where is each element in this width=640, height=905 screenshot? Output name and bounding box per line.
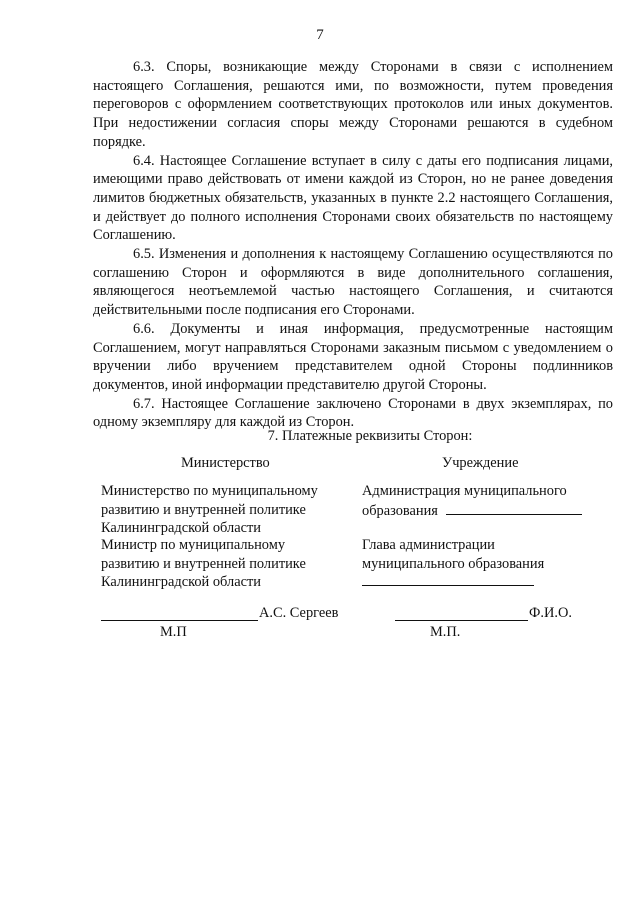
right-org-line-with-blank: [362, 501, 622, 521]
left-org-line: развитию и внутренней политике: [101, 501, 306, 518]
right-signature-line: [395, 620, 528, 621]
left-position-line: развитию и внутренней политике: [101, 555, 306, 572]
right-seal-mark: М.П.: [430, 624, 461, 640]
right-position-line: муниципального образования: [362, 555, 545, 572]
right-party-organization: [362, 482, 622, 520]
left-org-line: Калининградской области: [101, 520, 261, 537]
agreement-body: [93, 58, 613, 432]
org-name-blank: [446, 501, 582, 515]
section-title: 7. Платежные реквизиты Сторон:: [267, 428, 473, 444]
left-position-line: Министр по муниципальному: [101, 537, 286, 553]
left-seal-mark: М.П: [160, 624, 187, 640]
left-signature-line: [101, 620, 258, 621]
left-org-line: Министерство по муниципальному: [101, 483, 318, 499]
left-position-line: Калининградской области: [101, 574, 261, 591]
paragraph-6-7: 6.7. Настоящее Соглашение заключено Сторонами в двух экземплярах, по одному экземпляру для каждой из Сторон.: [93, 395, 613, 431]
left-signatory-name: А.С. Сергеев: [259, 605, 339, 621]
paragraph-6-5: 6.5. Изменения и дополнения к настоящему Соглашению осуществляются по соглашению Сторон и оформляются в виде дополнительного соглашения, являющегося неотъемлемой частью настоящего Соглашения, и считаются действительными после подписания его Сторонами.: [93, 246, 613, 319]
right-org-line: Администрация муниципального: [362, 483, 567, 499]
position-blank-line: [362, 585, 534, 586]
paragraph-6-3: 6.3. Споры, возникающие между Сторонами в связи с исполнением настоящего Соглашения, решаются ими, по возможности, путем проведения переговоров с оформлением соответствующих протоколов или иных документов. При недостижении согласия споры между Сторонами решаются в судебном порядке.: [93, 59, 613, 150]
left-party-heading: Министерство: [181, 455, 270, 471]
right-signatory-name: Ф.И.О.: [529, 605, 572, 621]
right-position-line: Глава администрации: [362, 537, 495, 553]
left-party-position: [101, 536, 351, 592]
paragraph-6-6: 6.6. Документы и иная информация, предусмотренные настоящим Соглашением, могут направляться Сторонами заказным письмом с уведомлением о вручении либо вручением представителем одной Стороны подлинников документов, иной информации представителю другой Стороны.: [93, 320, 613, 393]
page-number: 7: [316, 27, 324, 43]
right-party-heading: Учреждение: [442, 455, 519, 471]
left-party-organization: [101, 482, 351, 538]
right-party-position: [362, 536, 622, 573]
paragraph-6-4: 6.4. Настоящее Соглашение вступает в силу с даты его подписания лицами, имеющими право действовать от имени каждой из Сторон, но не ранее доведения лимитов бюджетных обязательств, указанных в пункте 2.2 настоящего Соглашения, и действует до полного исполнения Сторонами своих обязательств по настоящему Соглашению.: [93, 152, 613, 244]
right-org-line: образования: [362, 502, 438, 519]
